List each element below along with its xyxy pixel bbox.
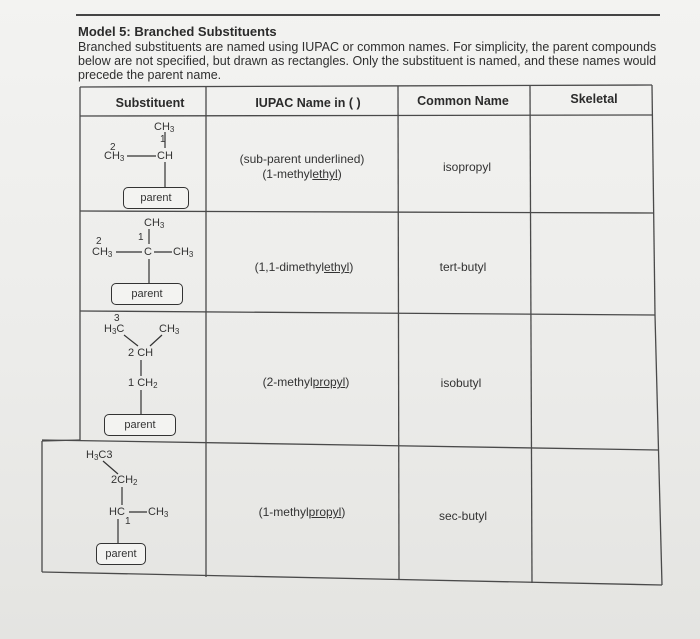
- row4-common-name: sec-butyl: [438, 509, 488, 523]
- row1-label-1: 1: [160, 134, 166, 145]
- row2-ch3-right: $CH_3$: [173, 246, 194, 259]
- row1-label-2: 2: [110, 142, 116, 153]
- row1-ch-center: CH: [157, 150, 173, 162]
- row3-1ch2: 1 $CH_2$: [128, 377, 158, 390]
- row2-label-1: 1: [138, 232, 144, 243]
- header-substituent: Substituent: [115, 96, 185, 110]
- row2-c-center: C: [144, 246, 152, 258]
- row3-iupac-prefix: (2-methyl: [262, 375, 313, 389]
- row4-iupac-suffix: ): [341, 505, 346, 519]
- header-skeletal: Skeletal: [570, 92, 618, 106]
- row4-h3c3: $H_3C3$: [86, 449, 113, 462]
- row3-ch3-right: $CH_3$: [159, 323, 180, 336]
- row4-iupac-parent: propyl: [308, 505, 342, 519]
- row2-ch3-left: $CH_3$: [92, 246, 113, 259]
- row2-iupac-prefix: (1,1-dimethyl: [254, 260, 324, 274]
- row1-ch3-left: $CH_3$: [104, 150, 125, 163]
- row1-parent-box: parent: [123, 187, 189, 209]
- row2-iupac-parent: ethyl: [324, 260, 350, 274]
- row4-iupac-prefix: (1-methyl: [258, 505, 309, 519]
- header-common-name: Common Name: [417, 94, 509, 108]
- row4-ch3-right: $CH_3$: [148, 506, 169, 519]
- row3-common-name: isobutyl: [440, 376, 482, 390]
- row3-h3c: $H_3C$: [104, 323, 125, 336]
- row1-iupac-parent: ethyl: [312, 167, 338, 181]
- row2-iupac-suffix: ): [349, 260, 354, 274]
- row1-ch3-top: $CH_3$: [154, 121, 175, 134]
- row4-label-1: 1: [125, 516, 131, 527]
- row3-label-3: 3: [114, 313, 120, 324]
- row3-2ch: 2 CH: [128, 347, 154, 359]
- model-title: Model 5: Branched Substituents: [78, 24, 277, 39]
- row2-parent-box: parent: [111, 283, 183, 305]
- row4-parent-box: parent: [96, 543, 146, 565]
- row2-ch3-top: $CH_3$: [144, 217, 165, 230]
- row1-iupac-prefix: (1-methyl: [262, 167, 313, 181]
- model-intro: Branched substituents are named using IUPAC or common names. For simplicity, the parent compounds below are not specified, but drawn as rectangles. Only the substituent is named, and these names would precede the parent name.: [78, 40, 657, 82]
- row3-iupac-suffix: ): [345, 375, 350, 389]
- header-iupac-name: IUPAC Name in ( ): [255, 96, 361, 110]
- row4-hc: HC: [109, 506, 125, 518]
- row3-iupac-parent: propyl: [312, 375, 346, 389]
- row1-common-name: isopropyl: [442, 160, 492, 174]
- row1-iupac-note: (sub-parent underlined): [239, 152, 365, 166]
- row3-parent-box: parent: [104, 414, 176, 436]
- row2-common-name: tert-butyl: [439, 260, 487, 274]
- row4-2ch2: $2CH_2$: [111, 474, 138, 487]
- row2-label-2: 2: [96, 236, 102, 247]
- row1-iupac-suffix: ): [337, 167, 342, 181]
